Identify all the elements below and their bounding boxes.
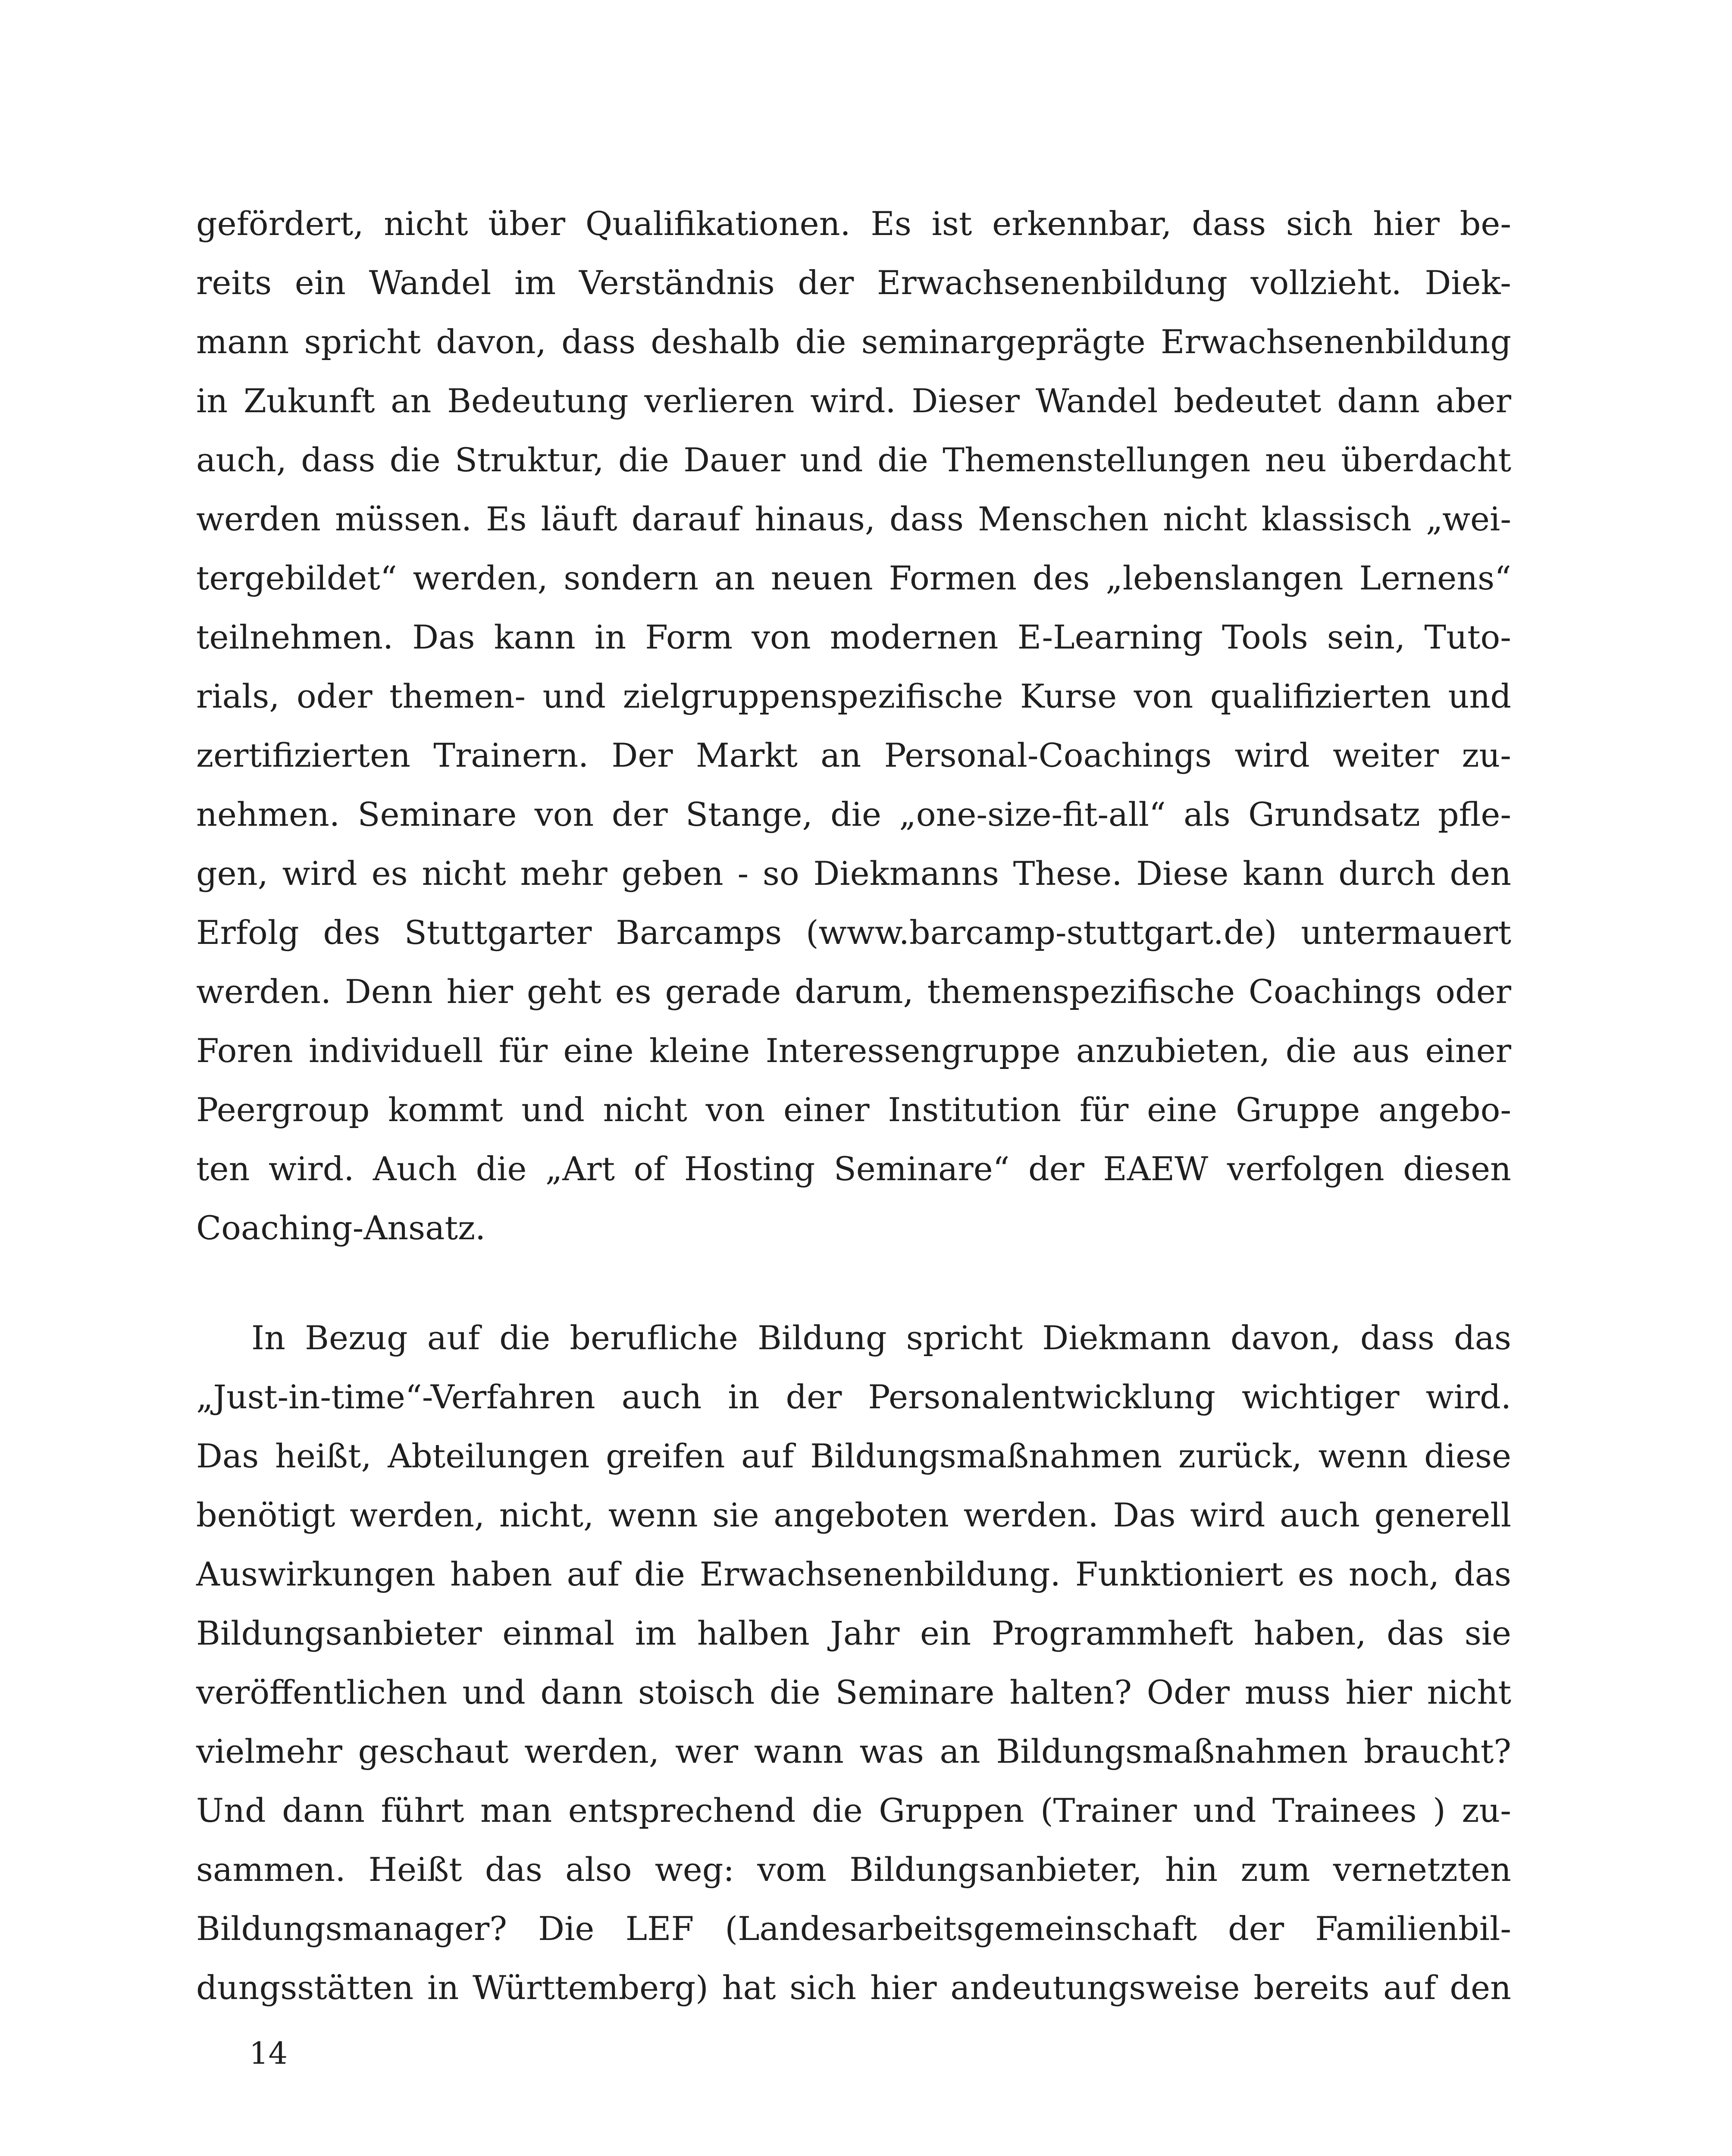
body-text — [196, 194, 1511, 2017]
text-line: auch, dass die Struktur, die Dauer und die Themenstellungen neu überdacht — [196, 441, 1511, 479]
text-line: Foren individuell für eine kleine Interessengruppe anzubieten, die aus einer — [196, 1031, 1511, 1070]
page-number: 14 — [249, 2036, 288, 2071]
text-line: sammen. Heißt das also weg: vom Bildungsanbieter, hin zum vernetzten — [196, 1850, 1511, 1889]
paragraph — [196, 194, 1511, 1257]
text-line: in Zukunft an Bedeutung verlieren wird. Dieser Wandel bedeutet dann aber — [196, 382, 1511, 420]
text-line: nehmen. Seminare von der Stange, die „one-size-fit-all“ als Grundsatz pfle- — [196, 795, 1511, 834]
text-line: tergebildet“ werden, sondern an neuen Formen des „lebenslangen Lernens“ — [196, 559, 1511, 597]
text-line: „Just-in-time“-Verfahren auch in der Personalentwicklung wichtiger wird. — [196, 1378, 1511, 1416]
text-line: werden müssen. Es läuft darauf hinaus, dass Menschen nicht klassisch „wei- — [196, 500, 1511, 538]
text-line: Das heißt, Abteilungen greifen auf Bildungsmaßnahmen zurück, wenn diese — [196, 1437, 1511, 1475]
text-line: Peergroup kommt und nicht von einer Institution für eine Gruppe angebo- — [196, 1091, 1511, 1129]
text-line: Erfolg des Stuttgarter Barcamps (www.barcamp-stuttgart.de) untermauert — [196, 913, 1511, 952]
text-line: Auswirkungen haben auf die Erwachsenenbildung. Funktioniert es noch, das — [196, 1555, 1511, 1593]
text-line: Bildungsanbieter einmal im halben Jahr ein Programmheft haben, das sie — [196, 1614, 1511, 1652]
text-line: rials, oder themen- und zielgruppenspezifische Kurse von qualifizierten und — [196, 677, 1511, 715]
text-line: Coaching-Ansatz. — [196, 1209, 486, 1247]
text-line: dungsstätten in Württemberg) hat sich hier andeutungsweise bereits auf den — [196, 1968, 1511, 2007]
text-line: benötigt werden, nicht, wenn sie angeboten werden. Das wird auch generell — [196, 1496, 1511, 1534]
text-line: teilnehmen. Das kann in Form von modernen E-Learning Tools sein, Tuto- — [196, 618, 1511, 656]
text-line: veröffentlichen und dann stoisch die Seminare halten? Oder muss hier nicht — [196, 1673, 1511, 1711]
text-line: werden. Denn hier geht es gerade darum, themenspezifische Coachings oder — [196, 972, 1511, 1011]
text-line: Und dann führt man entsprechend die Gruppen (Trainer und Trainees ) zu- — [196, 1791, 1511, 1830]
text-line: zertifizierten Trainern. Der Markt an Personal-Coachings wird weiter zu- — [196, 736, 1511, 774]
text-line: In Bezug auf die berufliche Bildung spricht Diekmann davon, dass das — [251, 1319, 1511, 1357]
text-line: gen, wird es nicht mehr geben - so Diekmanns These. Diese kann durch den — [196, 854, 1511, 893]
text-line: vielmehr geschaut werden, wer wann was an Bildungsmaßnahmen braucht? — [196, 1732, 1511, 1771]
paragraph-spacing — [196, 1257, 1511, 1308]
text-line: mann spricht davon, dass deshalb die seminargeprägte Erwachsenenbildung — [196, 323, 1511, 361]
text-line: reits ein Wandel im Verständnis der Erwachsenenbildung vollzieht. Diek- — [196, 263, 1511, 302]
text-line: gefördert, nicht über Qualifikationen. Es ist erkennbar, dass sich hier be- — [196, 204, 1511, 243]
text-line: Bildungsmanager? Die LEF (Landesarbeitsgemeinschaft der Familienbil- — [196, 1909, 1511, 1948]
text-line: ten wird. Auch die „Art of Hosting Seminare“ der EAEW verfolgen diesen — [196, 1150, 1511, 1188]
paragraph — [196, 1308, 1511, 2017]
